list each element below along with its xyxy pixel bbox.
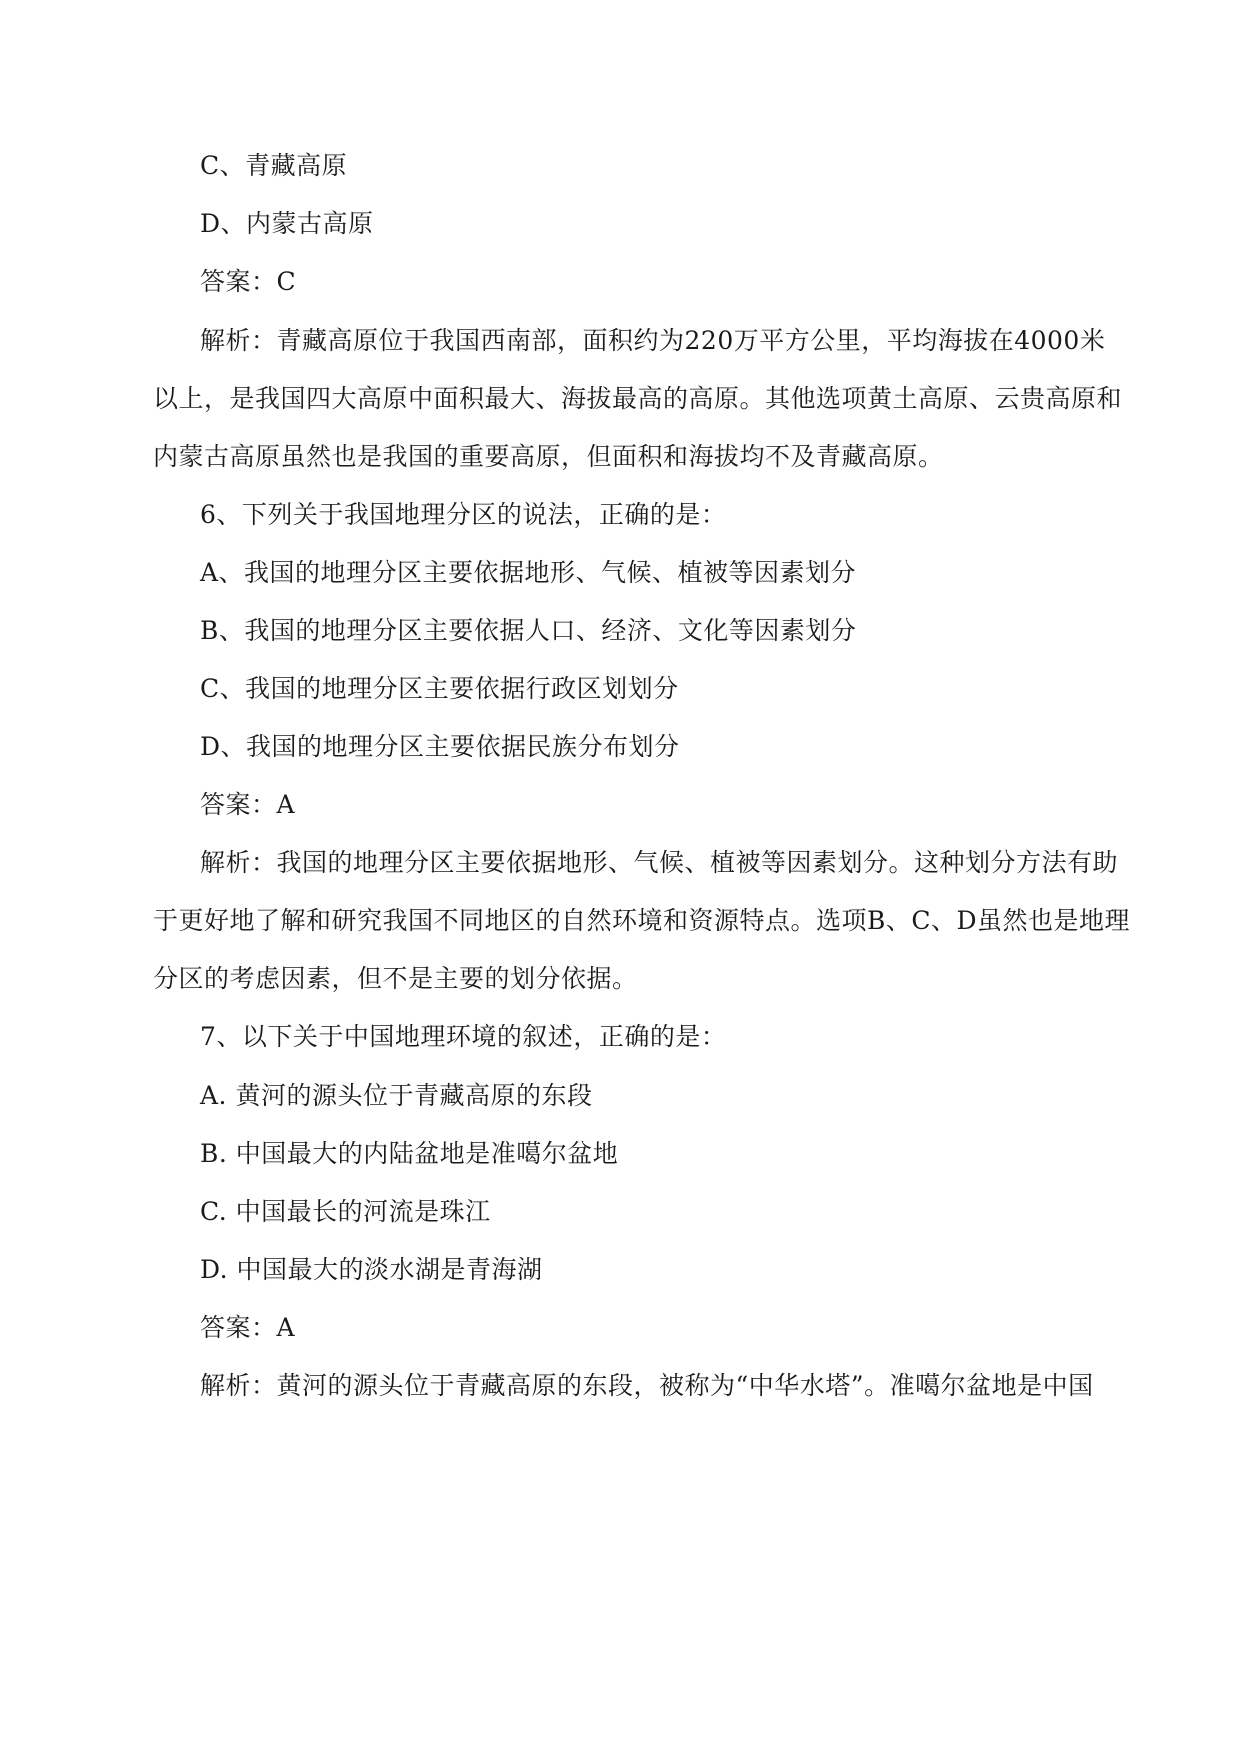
option-c-q6: C、我国的地理分区主要依据行政区划划分 xyxy=(200,674,679,703)
option-b-q7: B. 中国最大的内陆盆地是准噶尔盆地 xyxy=(200,1139,619,1168)
option-d-q5: D、内蒙古高原 xyxy=(200,209,374,238)
explanation-q5-line3: 内蒙古高原虽然也是我国的重要高原，但面积和海拔均不及青藏高原。 xyxy=(153,442,944,471)
option-c-q5: C、青藏高原 xyxy=(200,151,348,180)
option-a-q7: A. 黄河的源头位于青藏高原的东段 xyxy=(200,1081,593,1110)
option-c-q7: C. 中国最长的河流是珠江 xyxy=(200,1197,491,1226)
explanation-q6-line3: 分区的考虑因素，但不是主要的划分依据。 xyxy=(153,964,638,993)
explanation-q7-line1: 解析：黄河的源头位于青藏高原的东段，被称为“中华水塔”。准噶尔盆地是中国 xyxy=(200,1371,1094,1400)
explanation-q6-line2: 于更好地了解和研究我国不同地区的自然环境和资源特点。选项B、C、D虽然也是地理 xyxy=(153,906,1131,935)
option-d-q7: D. 中国最大的淡水湖是青海湖 xyxy=(200,1255,543,1284)
question-6: 6、下列关于我国地理分区的说法，正确的是： xyxy=(200,500,727,529)
explanation-q5-line1: 解析：青藏高原位于我国西南部，面积约为220万平方公里，平均海拔在4000米 xyxy=(200,326,1106,355)
option-d-q6: D、我国的地理分区主要依据民族分布划分 xyxy=(200,732,680,761)
option-a-q6: A、我国的地理分区主要依据地形、气候、植被等因素划分 xyxy=(200,558,857,587)
option-b-q6: B、我国的地理分区主要依据人口、经济、文化等因素划分 xyxy=(200,616,857,645)
explanation-q5-line2: 以上，是我国四大高原中面积最大、海拔最高的高原。其他选项黄土高原、云贵高原和 xyxy=(153,384,1123,413)
answer-q7: 答案：A xyxy=(200,1313,296,1342)
answer-q6: 答案：A xyxy=(200,790,296,819)
question-7: 7、以下关于中国地理环境的叙述，正确的是： xyxy=(200,1022,727,1051)
answer-q5: 答案：C xyxy=(200,267,297,296)
explanation-q6-line1: 解析：我国的地理分区主要依据地形、气候、植被等因素划分。这种划分方法有助 xyxy=(200,848,1119,877)
